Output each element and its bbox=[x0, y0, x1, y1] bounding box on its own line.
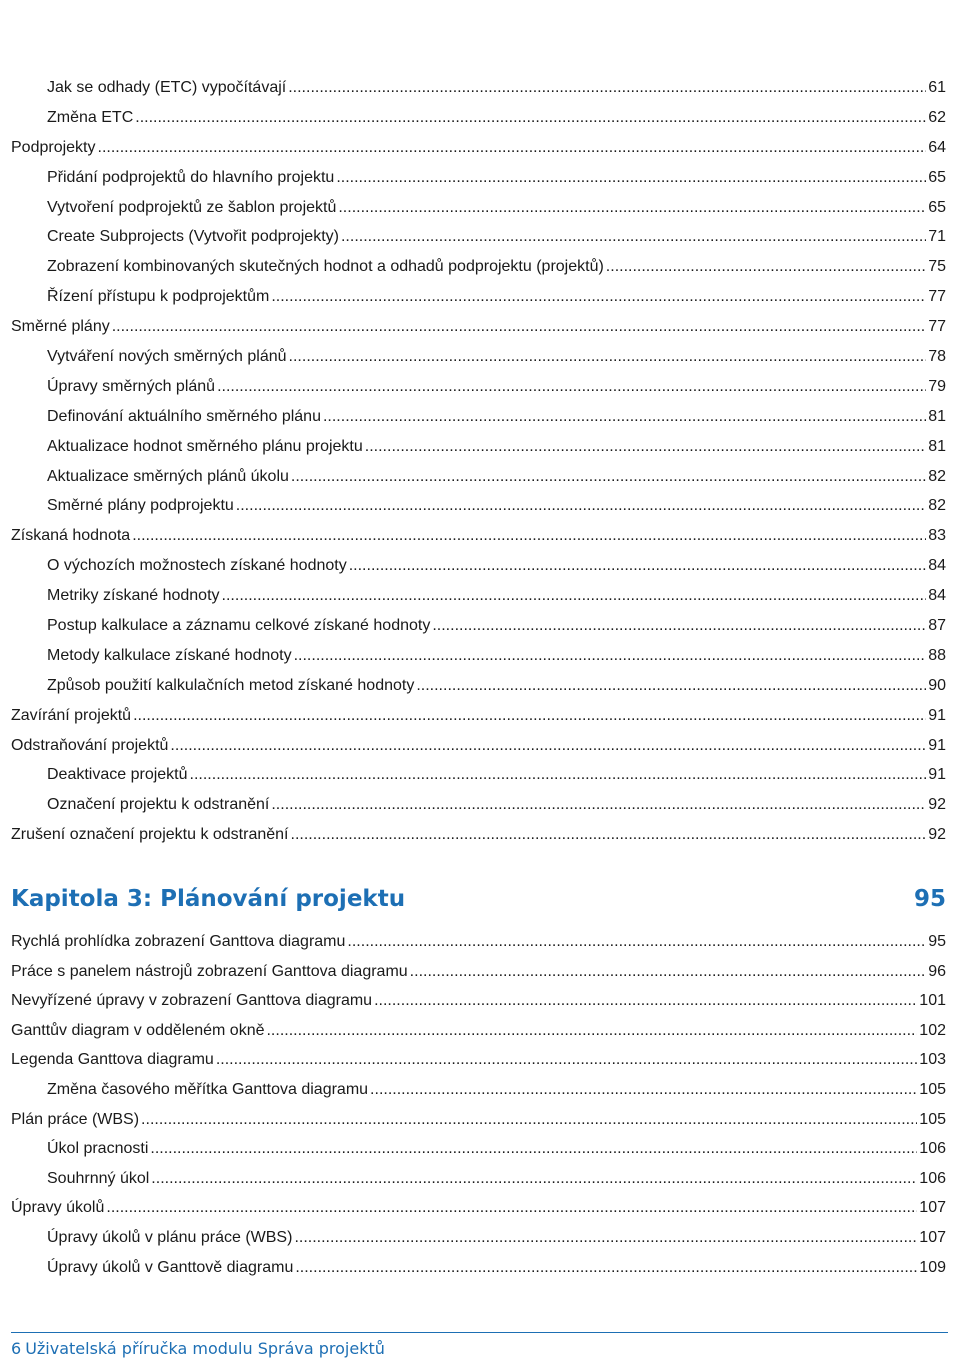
toc-entry-title: Odstraňování projektů bbox=[11, 736, 169, 754]
toc-leader-dots bbox=[323, 407, 926, 427]
toc-entry[interactable] bbox=[11, 257, 946, 277]
toc-leader-dots bbox=[236, 496, 926, 516]
toc-leader-dots bbox=[266, 1021, 917, 1041]
toc-leader-dots bbox=[133, 706, 926, 726]
toc-entry-page: 91 bbox=[928, 766, 946, 784]
toc-entry-title: Úpravy úkolů v Ganttově diagramu bbox=[47, 1258, 294, 1276]
toc-leader-dots bbox=[217, 377, 926, 397]
toc-entry[interactable] bbox=[11, 556, 946, 576]
toc-entry-title: Směrné plány podprojektu bbox=[47, 497, 234, 515]
toc-entry-title: Definování aktuálního směrného plánu bbox=[47, 407, 321, 425]
toc-entry-title: Úkol pracnosti bbox=[47, 1140, 149, 1158]
toc-entry-page: 106 bbox=[919, 1140, 946, 1158]
toc-entry-title: Legenda Ganttova diagramu bbox=[11, 1051, 214, 1069]
toc-leader-dots bbox=[291, 467, 926, 487]
toc-leader-dots bbox=[347, 932, 926, 952]
toc-entry[interactable] bbox=[11, 932, 946, 952]
toc-leader-dots bbox=[190, 765, 927, 785]
toc-leader-dots bbox=[289, 347, 927, 367]
toc-entry-page: 84 bbox=[928, 587, 946, 605]
toc-entry-page: 102 bbox=[919, 1021, 946, 1039]
toc-entry-page: 82 bbox=[928, 497, 946, 515]
toc-leader-dots bbox=[291, 825, 927, 845]
toc-leader-dots bbox=[135, 108, 926, 128]
toc-entry[interactable] bbox=[11, 1228, 946, 1248]
toc-entry-page: 83 bbox=[928, 527, 946, 545]
toc-entry-page: 90 bbox=[928, 676, 946, 694]
toc-leader-dots bbox=[370, 1080, 917, 1100]
toc-entry-page: 78 bbox=[928, 348, 946, 366]
toc-entry-title: Úpravy úkolů bbox=[11, 1199, 105, 1217]
toc-entry-title: O výchozích možnostech získané hodnoty bbox=[47, 557, 347, 575]
toc-entry[interactable] bbox=[11, 138, 946, 158]
toc-entry-title: Metody kalkulace získané hodnoty bbox=[47, 646, 292, 664]
toc-entry-page: 79 bbox=[928, 377, 946, 395]
toc-entry-page: 105 bbox=[919, 1080, 946, 1098]
toc-entry[interactable] bbox=[11, 1139, 946, 1159]
footer-page-number: 6 bbox=[11, 1339, 22, 1358]
toc-entry[interactable] bbox=[11, 676, 946, 696]
toc-leader-dots bbox=[216, 1050, 917, 1070]
toc-entry-page: 77 bbox=[928, 288, 946, 306]
toc-entry[interactable] bbox=[11, 78, 946, 98]
toc-entry[interactable] bbox=[11, 586, 946, 606]
toc-entry[interactable] bbox=[11, 616, 946, 636]
toc-entry[interactable] bbox=[11, 825, 946, 845]
toc-leader-dots bbox=[98, 138, 927, 158]
toc-entry-page: 107 bbox=[919, 1199, 946, 1217]
toc-leader-dots bbox=[151, 1169, 917, 1189]
toc-leader-dots bbox=[338, 198, 926, 218]
toc-entry[interactable] bbox=[11, 1080, 946, 1100]
chapter-page: 95 bbox=[913, 886, 946, 912]
toc-entry-title: Zobrazení kombinovaných skutečných hodnot a odhadů podprojektu (projektů) bbox=[47, 258, 604, 276]
toc-entry-page: 92 bbox=[928, 796, 946, 814]
toc-entry-page: 62 bbox=[928, 108, 946, 126]
toc-entry-title: Změna ETC bbox=[47, 108, 134, 126]
toc-entry-page: 64 bbox=[928, 138, 946, 156]
toc-entry-page: 96 bbox=[928, 962, 946, 980]
toc-entry[interactable] bbox=[11, 227, 946, 247]
toc-entry-page: 82 bbox=[928, 467, 946, 485]
toc-entry[interactable] bbox=[11, 706, 946, 726]
footer-divider bbox=[11, 1332, 948, 1333]
toc-entry-page: 106 bbox=[919, 1169, 946, 1187]
toc-leader-dots bbox=[271, 287, 926, 307]
toc-leader-dots bbox=[294, 1228, 917, 1248]
toc-entry-title: Způsob použití kalkulačních metod získané hodnoty bbox=[47, 676, 415, 694]
toc-entry[interactable] bbox=[11, 1169, 946, 1189]
toc-entry-title: Označení projektu k odstranění bbox=[47, 796, 270, 814]
toc-leader-dots bbox=[141, 1110, 917, 1130]
toc-entry-title: Rychlá prohlídka zobrazení Ganttova diagramu bbox=[11, 933, 346, 950]
toc-entry-page: 103 bbox=[919, 1051, 946, 1069]
toc-entry[interactable] bbox=[11, 377, 946, 397]
chapter-title[interactable]: Kapitola 3: Plánování projektu bbox=[11, 886, 406, 912]
toc-entry[interactable] bbox=[11, 437, 946, 457]
toc-entry-page: 92 bbox=[928, 826, 946, 844]
toc-entry-title: Metriky získané hodnoty bbox=[47, 587, 220, 605]
toc-leader-dots bbox=[341, 227, 926, 247]
toc-entry[interactable] bbox=[11, 991, 946, 1011]
toc-leader-dots bbox=[416, 676, 926, 696]
toc-entry-page: 91 bbox=[928, 706, 946, 724]
toc-entry[interactable] bbox=[11, 108, 946, 128]
toc-leader-dots bbox=[170, 736, 926, 756]
chapter-heading[interactable] bbox=[11, 886, 946, 912]
toc-section-2 bbox=[11, 932, 946, 1287]
toc-leader-dots bbox=[365, 437, 926, 457]
toc-entry[interactable] bbox=[11, 168, 946, 188]
toc-entry-page: 61 bbox=[928, 79, 946, 96]
toc-entry-page: 109 bbox=[919, 1258, 946, 1276]
toc-entry[interactable] bbox=[11, 1021, 946, 1041]
toc-entry-page: 87 bbox=[928, 617, 946, 635]
toc-leader-dots bbox=[432, 616, 926, 636]
toc-leader-dots bbox=[271, 795, 926, 815]
toc-entry-title: Úpravy úkolů v plánu práce (WBS) bbox=[47, 1228, 293, 1246]
toc-entry-title: Zavírání projektů bbox=[11, 706, 132, 724]
toc-entry-page: 101 bbox=[919, 992, 946, 1010]
toc-entry-title: Získaná hodnota bbox=[11, 527, 131, 545]
toc-entry[interactable] bbox=[11, 317, 946, 337]
toc-entry-title: Nevyřízené úpravy v zobrazení Ganttova diagramu bbox=[11, 992, 373, 1010]
toc-entry-title: Změna časového měřítka Ganttova diagramu bbox=[47, 1080, 369, 1098]
toc-leader-dots bbox=[106, 1198, 917, 1218]
toc-entry-title: Podprojekty bbox=[11, 138, 96, 156]
toc-section-1 bbox=[11, 78, 946, 855]
toc-leader-dots bbox=[374, 991, 917, 1011]
toc-entry-title: Jak se odhady (ETC) vypočítávají bbox=[47, 79, 287, 96]
toc-entry-page: 107 bbox=[919, 1228, 946, 1246]
toc-leader-dots bbox=[150, 1139, 917, 1159]
toc-entry[interactable] bbox=[11, 795, 946, 815]
toc-entry[interactable] bbox=[11, 1050, 946, 1070]
toc-leader-dots bbox=[222, 586, 927, 606]
toc-entry-title: Úpravy směrných plánů bbox=[47, 377, 216, 395]
toc-entry-title: Zrušení označení projektu k odstranění bbox=[11, 826, 289, 844]
toc-entry-page: 105 bbox=[919, 1110, 946, 1128]
toc-entry[interactable] bbox=[11, 347, 946, 367]
toc-entry[interactable] bbox=[11, 736, 946, 756]
toc-leader-dots bbox=[294, 646, 927, 666]
toc-entry-page: 81 bbox=[928, 407, 946, 425]
toc-entry-title: Souhrnný úkol bbox=[47, 1169, 150, 1187]
toc-entry-title: Deaktivace projektů bbox=[47, 766, 188, 784]
toc-leader-dots bbox=[336, 168, 926, 188]
toc-entry[interactable] bbox=[11, 526, 946, 546]
toc-entry-title: Vytváření nových směrných plánů bbox=[47, 348, 287, 366]
toc-entry-page: 75 bbox=[928, 258, 946, 276]
page-footer bbox=[11, 1339, 389, 1358]
toc-entry-page: 65 bbox=[928, 198, 946, 216]
toc-leader-dots bbox=[295, 1258, 917, 1278]
toc-entry-title: Aktualizace hodnot směrného plánu projektu bbox=[47, 437, 363, 455]
toc-entry-page: 84 bbox=[928, 557, 946, 575]
toc-entry-page: 91 bbox=[928, 736, 946, 754]
toc-entry-title: Postup kalkulace a záznamu celkové získané hodnoty bbox=[47, 617, 431, 635]
toc-leader-dots bbox=[606, 257, 926, 277]
toc-entry-title: Směrné plány bbox=[11, 318, 110, 336]
toc-entry[interactable] bbox=[11, 962, 946, 982]
toc-entry[interactable] bbox=[11, 467, 946, 487]
toc-entry-page: 95 bbox=[928, 933, 946, 950]
toc-entry-title: Řízení přístupu k podprojektům bbox=[47, 288, 270, 306]
toc-entry-title: Práce s panelem nástrojů zobrazení Ganttova diagramu bbox=[11, 962, 408, 980]
toc-entry-title: Aktualizace směrných plánů úkolu bbox=[47, 467, 289, 485]
toc-entry-page: 77 bbox=[928, 318, 946, 336]
toc-entry-title: Přidání podprojektů do hlavního projektu bbox=[47, 168, 335, 186]
toc-entry[interactable] bbox=[11, 646, 946, 666]
toc-leader-dots bbox=[410, 962, 927, 982]
toc-entry[interactable] bbox=[11, 287, 946, 307]
toc-entry[interactable] bbox=[11, 765, 946, 785]
toc-entry-page: 65 bbox=[928, 168, 946, 186]
toc-leader-dots bbox=[349, 556, 926, 576]
toc-entry[interactable] bbox=[11, 1198, 946, 1218]
toc-entry-page: 88 bbox=[928, 646, 946, 664]
toc-leader-dots bbox=[288, 78, 926, 98]
footer-text: Uživatelská příručka modulu Správa projektů bbox=[25, 1339, 385, 1358]
toc-entry-page: 81 bbox=[928, 437, 946, 455]
toc-entry-title: Ganttův diagram v odděleném okně bbox=[11, 1021, 265, 1039]
toc-leader-dots bbox=[112, 317, 926, 337]
toc-entry-title: Vytvoření podprojektů ze šablon projektů bbox=[47, 198, 337, 216]
toc-entry[interactable] bbox=[11, 407, 946, 427]
toc-entry[interactable] bbox=[11, 496, 946, 516]
toc-entry-page: 71 bbox=[928, 228, 946, 246]
toc-entry-title: Create Subprojects (Vytvořit podprojekty) bbox=[47, 228, 339, 246]
toc-entry[interactable] bbox=[11, 1110, 946, 1130]
toc-leader-dots bbox=[132, 526, 926, 546]
toc-entry[interactable] bbox=[11, 1258, 946, 1278]
toc-entry[interactable] bbox=[11, 198, 946, 218]
toc-entry-title: Plán práce (WBS) bbox=[11, 1110, 140, 1128]
